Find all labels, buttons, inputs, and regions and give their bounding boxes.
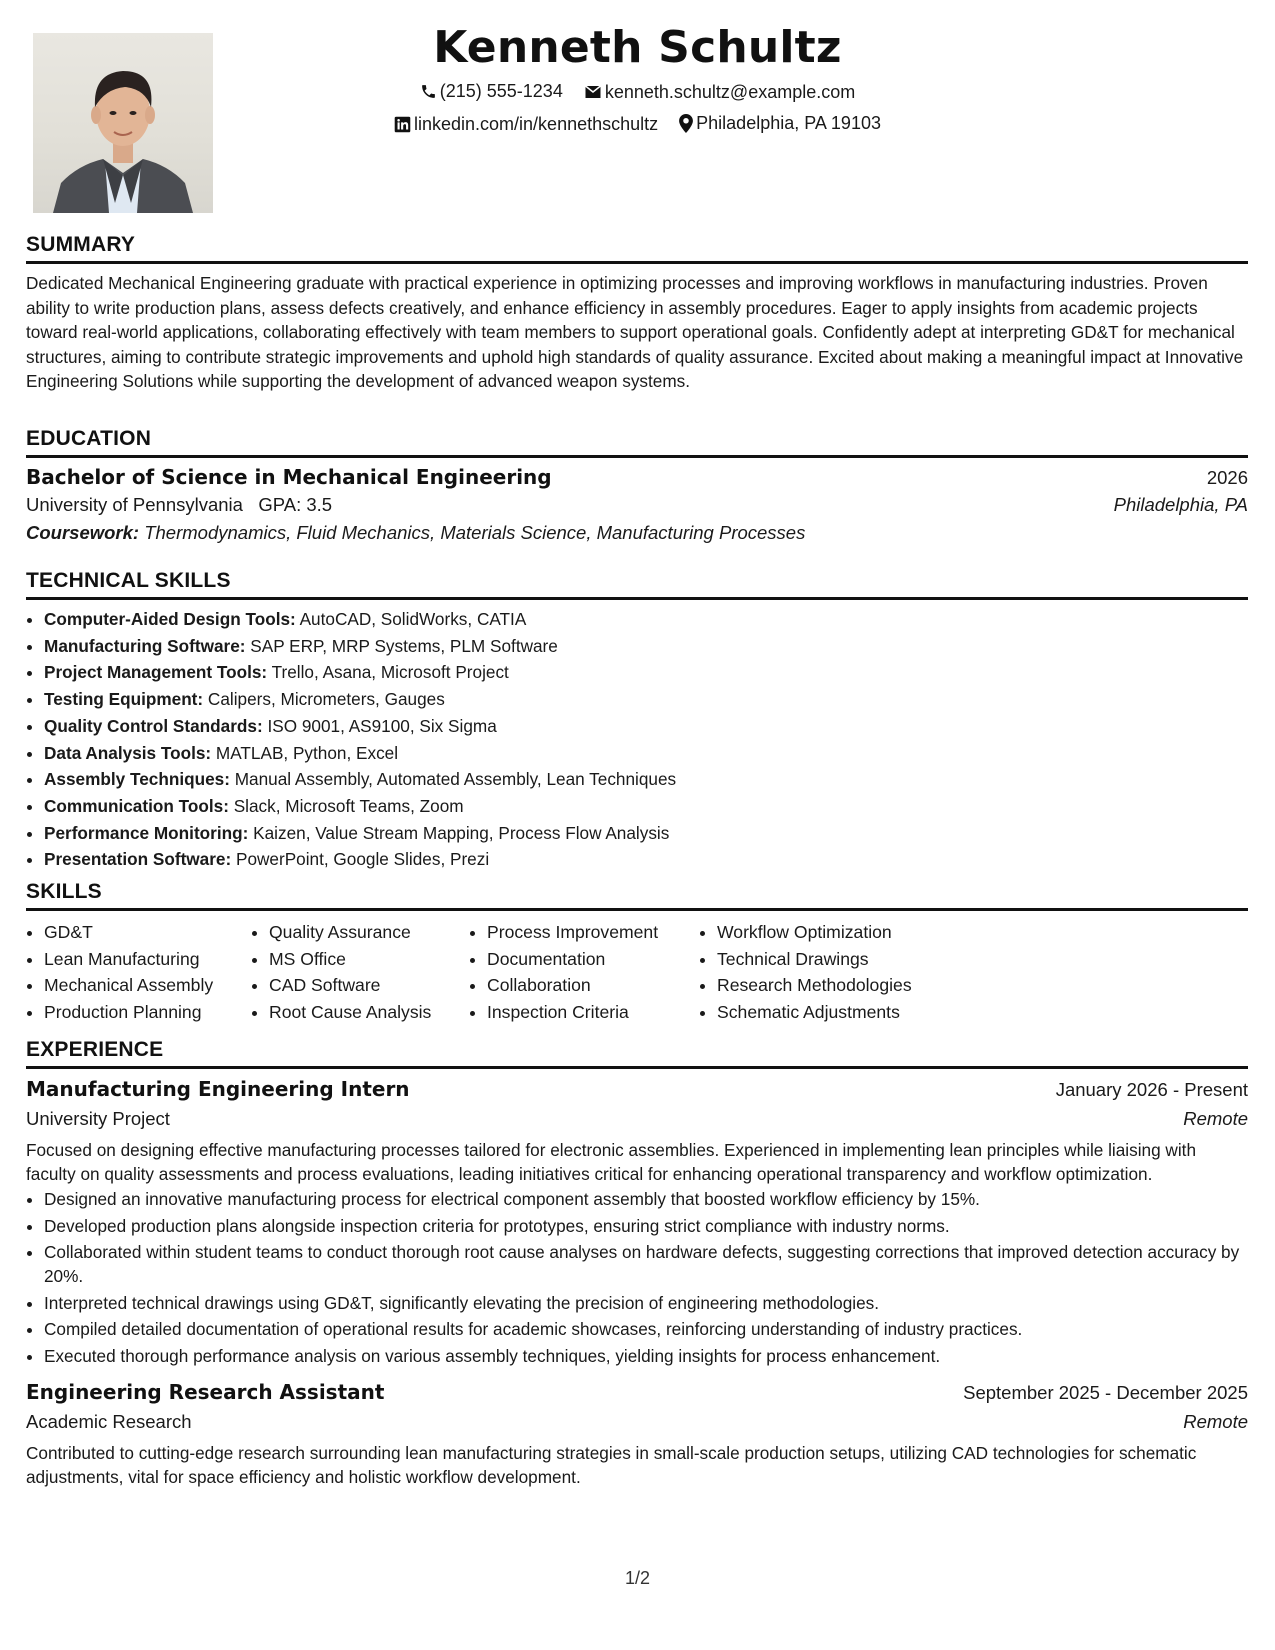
location-contact <box>679 113 881 134</box>
experience-section <box>26 1038 1248 1489</box>
education-heading: EDUCATION <box>26 427 1248 458</box>
skills-column-1 <box>26 919 251 1025</box>
phone-icon <box>420 83 437 100</box>
email-text: kenneth.schultz@example.com <box>604 81 856 102</box>
coursework-label: Coursework: <box>26 522 140 543</box>
list-item: • Presentation Software: PowerPoint, Google Slides, Prezi <box>44 846 1248 873</box>
skill-item: • Mechanical Assembly <box>44 972 251 999</box>
summary-section <box>26 233 1248 394</box>
skills-column-3 <box>469 919 699 1025</box>
job-entry-1 <box>26 1077 1248 1368</box>
skill-item: • Lean Manufacturing <box>44 946 251 973</box>
list-item: • Compiled detailed documentation of operational results for academic showcases, reinforcing understanding of industry practices. <box>44 1317 1248 1341</box>
contact-line-2 <box>0 113 1275 138</box>
list-item: • Assembly Techniques: Manual Assembly, Automated Assembly, Lean Techniques <box>44 766 1248 793</box>
phone-contact <box>420 81 563 102</box>
email-contact[interactable] <box>584 82 855 103</box>
linkedin-text: linkedin.com/in/kennethschultz <box>414 114 659 134</box>
linkedin-icon <box>394 116 411 133</box>
job-org: Academic Research <box>26 1410 192 1432</box>
list-item: • Communication Tools: Slack, Microsoft Teams, Zoom <box>44 793 1248 820</box>
technical-skills-list <box>26 606 1248 873</box>
job-bullets <box>26 1187 1248 1368</box>
job-role: Manufacturing Engineering Intern <box>26 1077 410 1101</box>
skill-item: • Research Methodologies <box>717 972 977 999</box>
skills-column-4 <box>699 919 977 1025</box>
skill-item: • Inspection Criteria <box>487 999 699 1026</box>
skill-item: • CAD Software <box>269 972 469 999</box>
location-text: Philadelphia, PA 19103 <box>696 113 881 133</box>
job-description: Contributed to cutting-edge research surrounding lean manufacturing strategies in small-scale production setups, utilizing CAD technologies for schematic adjustments, vital for space efficiency and holistic workflow development. <box>26 1442 1197 1487</box>
linkedin-contact[interactable] <box>394 114 658 135</box>
job-entry-2 <box>26 1380 1248 1489</box>
experience-heading: EXPERIENCE <box>26 1038 1248 1069</box>
skill-item: • Collaboration <box>487 972 699 999</box>
skill-item: • Quality Assurance <box>269 919 469 946</box>
skills-grid <box>26 919 1248 1025</box>
job-location: Remote <box>1183 1410 1248 1432</box>
phone-text: (215) 555-1234 <box>439 81 563 101</box>
school-location: Philadelphia, PA <box>1113 494 1248 515</box>
list-item: • Project Management Tools: Trello, Asana, Microsoft Project <box>44 659 1248 686</box>
skill-item: • GD&T <box>44 919 251 946</box>
summary-text: Dedicated Mechanical Engineering graduate with practical experience in optimizing processes and improving workflows in manufacturing industries. Proven ability to write production plans, assess defects creatively, and enhance efficiency in assembly procedures. Eager to apply insights from academic projects toward real-world applications, collaborating effectively with team members to support operational goals. Confidently adept at interpreting GD&T for mechanical structures, aiming to contribute strategic improvements and uphold high standards of quality assurance. Excited about making a meaningful impact at Innovative Engineering Solutions while supporting the development of advanced weapon systems. <box>26 273 1244 391</box>
skill-item: • Schematic Adjustments <box>717 999 977 1026</box>
job-description: Focused on designing effective manufacturing processes tailored for electronic assemblies. Experienced in implementing lean principles while liaising with faculty on quality assessments and process evaluations, leading initiatives critical for enhancing operational transparency and workflow optimization. <box>26 1140 1197 1184</box>
coursework-line <box>26 522 1248 544</box>
skill-item: • Process Improvement <box>487 919 699 946</box>
school-line <box>26 494 332 516</box>
school-name: University of Pennsylvania <box>26 494 243 515</box>
technical-skills-section <box>26 569 1248 873</box>
envelope-icon <box>584 84 602 100</box>
list-item: • Testing Equipment: Calipers, Micrometers, Gauges <box>44 686 1248 713</box>
list-item: • Interpreted technical drawings using GD&T, significantly elevating the precision of engineering methodologies. <box>44 1291 1248 1315</box>
page-number: 1/2 <box>624 1568 651 1588</box>
job-role: Engineering Research Assistant <box>26 1379 385 1404</box>
list-item: • Designed an innovative manufacturing process for electrical component assembly that boosted workflow efficiency by 15%. <box>44 1187 1248 1211</box>
skill-item: • Documentation <box>487 946 699 973</box>
list-item: • Collaborated within student teams to conduct thorough root cause analyses on hardware defects, suggesting corrections that improved detection accuracy by 20%. <box>44 1240 1248 1288</box>
skill-item: • Technical Drawings <box>717 946 977 973</box>
list-item: • Data Analysis Tools: MATLAB, Python, Excel <box>44 740 1248 767</box>
skills-column-2 <box>251 919 469 1025</box>
map-pin-icon <box>679 114 693 133</box>
list-item: • Computer-Aided Design Tools: AutoCAD, SolidWorks, CATIA <box>44 606 1248 633</box>
skill-item: • Root Cause Analysis <box>269 999 469 1026</box>
skill-item: • MS Office <box>269 946 469 973</box>
technical-skills-heading: TECHNICAL SKILLS <box>26 569 1248 600</box>
job-org: University Project <box>26 1108 170 1129</box>
contact-line-1 <box>0 81 1275 105</box>
coursework-list: Thermodynamics, Fluid Mechanics, Materials Science, Manufacturing Processes <box>144 522 806 543</box>
job-location: Remote <box>1183 1108 1248 1129</box>
list-item: • Executed thorough performance analysis on various assembly techniques, yielding insights for process enhancement. <box>44 1344 1248 1368</box>
job-dates: September 2025 - December 2025 <box>963 1381 1248 1403</box>
graduation-year: 2026 <box>1206 467 1248 488</box>
job-dates: January 2026 - Present <box>1055 1079 1248 1100</box>
degree-title: Bachelor of Science in Mechanical Engineering <box>26 465 552 489</box>
skills-heading: SKILLS <box>26 880 1248 911</box>
list-item: • Developed production plans alongside inspection criteria for prototypes, ensuring strict compliance with industry norms. <box>44 1214 1248 1238</box>
summary-heading: SUMMARY <box>26 233 1248 264</box>
list-item: • Quality Control Standards: ISO 9001, AS9100, Six Sigma <box>44 713 1248 740</box>
gpa: GPA: 3.5 <box>258 494 333 515</box>
skill-item: • Production Planning <box>44 999 251 1026</box>
list-item: • Performance Monitoring: Kaizen, Value Stream Mapping, Process Flow Analysis <box>44 820 1248 847</box>
skills-section <box>26 880 1248 1025</box>
candidate-name: Kenneth Schultz <box>433 22 842 73</box>
list-item: • Manufacturing Software: SAP ERP, MRP Systems, PLM Software <box>44 633 1248 660</box>
skill-item: • Workflow Optimization <box>717 919 977 946</box>
education-section <box>26 427 1248 544</box>
